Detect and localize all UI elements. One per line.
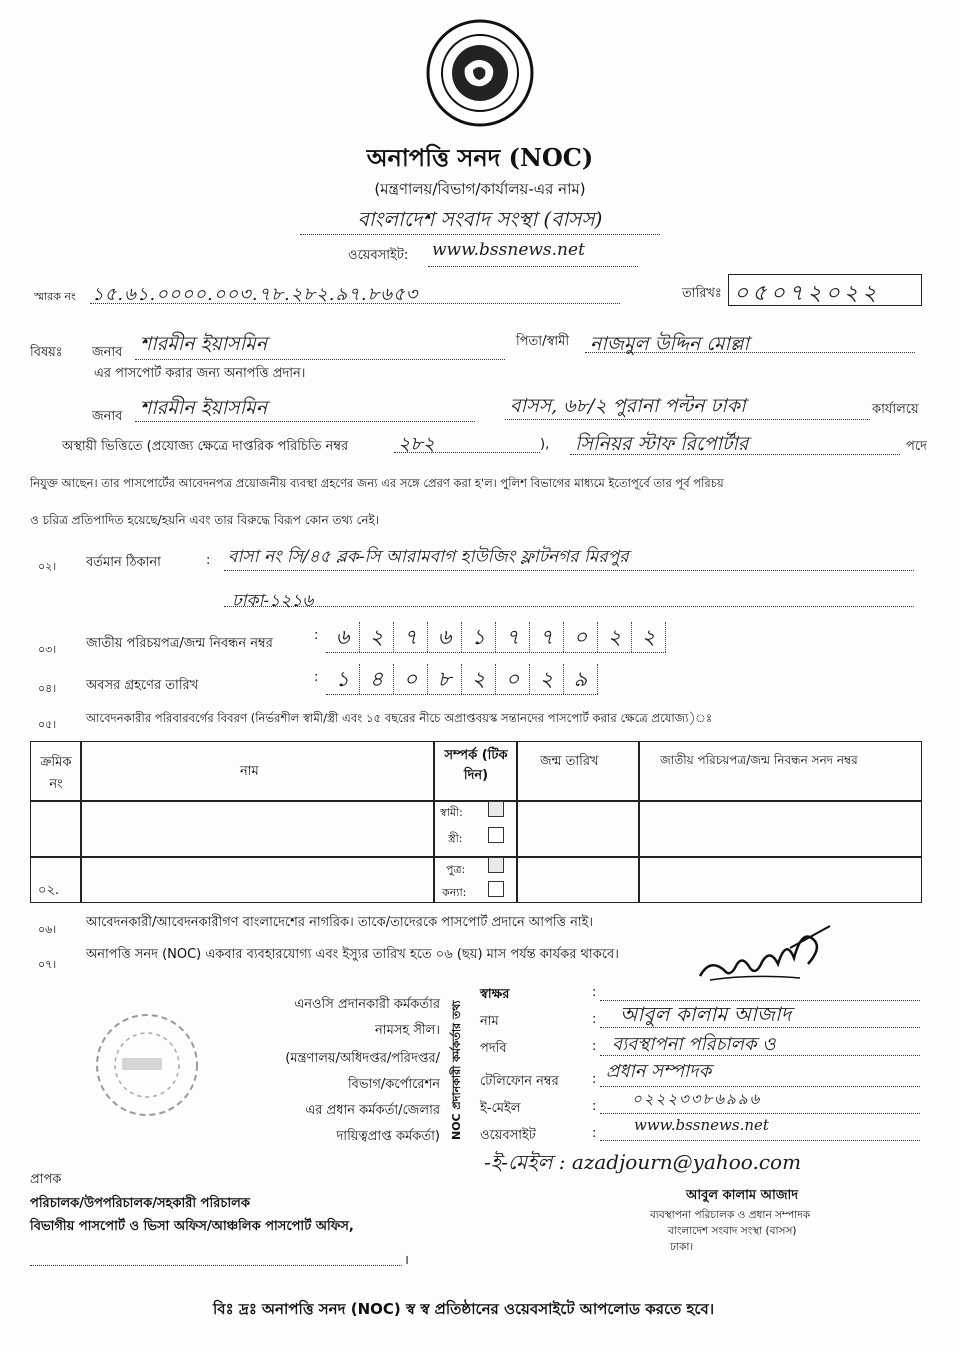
father-label: পিতা/স্বামী: [516, 334, 570, 349]
colon-text: :: [592, 985, 597, 1000]
colon-text: :: [592, 1012, 597, 1027]
digit-box: ৬: [326, 622, 360, 652]
issuer-line: নামসহ সীল।: [375, 1023, 440, 1038]
table-header-relation: সম্পর্ক (টিক দিন): [444, 748, 508, 783]
item-04-number: ০৪।: [38, 682, 57, 695]
designation-label: পদবি: [480, 1041, 507, 1056]
officer-phone: ০২২২৩৩৮৬৯৯৬: [632, 1090, 762, 1108]
address-line-2: ঢাকা-১২১৬: [232, 591, 314, 611]
colon-text: :: [592, 1039, 597, 1054]
digit-box: ০: [394, 664, 428, 694]
applicant-name: শারমীন ইয়াসমিন: [140, 333, 268, 355]
stamp-name: আবুল কালাম আজাদ: [686, 1188, 799, 1203]
office-address: বাসস, ৬৮/২ পুরানা পল্টন ঢাকা: [510, 395, 746, 417]
subject-label: বিষয়ঃ: [30, 345, 63, 360]
date-label: তারিখঃ: [682, 286, 722, 301]
officer-designation-2: প্রধান সম্পাদক: [606, 1061, 712, 1082]
table-header-serial: ক্রমিক নং: [40, 755, 72, 792]
recipient-line-2: বিভাগীয় পাসপোর্ট ও ভিসা অফিস/আঞ্চলিক পাসপোর্ট অফিস,: [30, 1219, 354, 1234]
relation-daughter-checkbox[interactable]: [488, 881, 504, 897]
temporary-basis-text: অস্থায়ী ভিত্তিতে (প্রযোজ্য ক্ষেত্রে দাপ্তরিক পরিচিতি নম্বর: [62, 439, 349, 454]
organization-name: বাংলাদেশ সংবাদ সংস্থা (বাসস): [357, 207, 603, 231]
digit-box: ০: [496, 664, 530, 694]
item-03-number: ০৩।: [38, 643, 57, 656]
digit-box: ২: [360, 622, 394, 652]
item-04-label: অবসর গ্রহণের তারিখ: [86, 678, 199, 693]
address-line-1: বাসা নং সি/৪৫ ব্লক-সি আরামবাগ হাউজিং ফ্লাটনগর মিরপুর: [228, 547, 629, 567]
relation-wife-checkbox[interactable]: [488, 827, 504, 843]
memo-label: স্মারক নং: [34, 290, 76, 303]
janab-label: জনাব: [92, 345, 123, 360]
officer-name: আবুল কালাম আজাদ: [620, 1002, 792, 1026]
item-02-number: ০২।: [38, 560, 57, 573]
digit-box: ০: [564, 622, 598, 652]
relation-son-label: পুত্র:: [446, 863, 466, 876]
comma-text: ),: [540, 437, 550, 452]
item-05-number: ০৫।: [38, 718, 57, 731]
issuer-line: এর প্রধান কর্মকর্তা/জেলার: [305, 1103, 440, 1118]
stamp-line-2: ব্যবস্থাপনা পরিচালক ও প্রধান সম্পাদক: [650, 1209, 811, 1221]
relation-wife-label: স্ত্রী:: [448, 832, 463, 845]
officer-email: -ই-মেইল : azadjourn@yahoo.com: [484, 1150, 802, 1174]
item-07-number: ০৭।: [38, 958, 57, 971]
item-02-label: বর্তমান ঠিকানা: [86, 555, 161, 570]
digit-box: ৭: [394, 622, 428, 652]
item-05-label: আবেদনকারীর পরিবারবর্গের বিবরণ (নির্ভরশীল স্বামী/স্ত্রী এবং ১৫ বছরের নীচে অপ্রাপ্তবয়স্ক সন্তানদের পাসপোর্ট করার ক্ষেত্রে প্রযোজ্য)ঃ: [86, 711, 713, 725]
digit-box: ৭: [530, 622, 564, 652]
relation-husband-checkbox[interactable]: [488, 801, 504, 817]
government-seal-icon: [425, 18, 535, 128]
digit-box: ৪: [360, 664, 394, 694]
relation-daughter-label: কন্যা:: [442, 886, 467, 899]
table-header-name: নাম: [240, 764, 259, 779]
digit-box: ১: [326, 664, 360, 694]
colon-text: :: [314, 670, 319, 685]
issuer-line: এনওসি প্রদানকারী কর্মকর্তার: [294, 997, 440, 1012]
page-subtitle: (মন্ত্রণালয়/বিভাগ/কার্যালয়-এর নাম): [374, 180, 586, 198]
digit-box: ২: [530, 664, 564, 694]
item-06-number: ০৬।: [38, 923, 57, 936]
issuer-line: (মন্ত্রণালয়/অধিদপ্তর/পরিদপ্তর/: [285, 1051, 440, 1066]
digit-box: ৮: [428, 664, 462, 694]
name-label: নাম: [480, 1014, 499, 1029]
issuer-line: বিভাগ/কর্পোরেশন: [347, 1077, 440, 1092]
digit-box: ১: [462, 622, 496, 652]
issuer-line: দায়িত্বপ্রাপ্ত কর্মকর্তা): [336, 1129, 440, 1144]
row-2-serial: ০২.: [38, 883, 60, 898]
website-value: www.bssnews.net: [432, 240, 585, 260]
page-title: অনাপত্তি সনদ (NOC): [366, 143, 594, 172]
item-03-label: জাতীয় পরিচয়পত্র/জন্ম নিবন্ধন নম্বর: [86, 636, 273, 651]
relation-husband-label: স্বামী:: [440, 806, 463, 819]
date-value: ০৫০৭২০২২: [734, 281, 881, 306]
email-label: ই-মেইল: [480, 1101, 521, 1116]
paragraph-line-2: ও চরিত্র প্রতিপাদিত হয়েছে/হয়নি এবং তার বিরুদ্ধে বিরূপ কোন তথ্য নেই।: [30, 513, 380, 527]
officer-website: www.bssnews.net: [634, 1116, 769, 1134]
subject-text: এর পাসপোর্ট করার জন্য অনাপত্তি প্রদান।: [94, 366, 306, 381]
office-label: কার্যালয়ে: [872, 402, 919, 417]
digit-box: ২: [598, 622, 632, 652]
digit-box: ৭: [496, 622, 530, 652]
item-07-text: অনাপত্তি সনদ (NOC) একবার ব্যবহারযোগ্য এবং ইস্যুর তারিখ হতে ০৬ (ছয়) মাস পর্যন্ত কার্যকর থাকবে।: [86, 947, 619, 962]
stamp-line-3: বাংলাদেশ সংবাদ সংস্থা (বাসস): [668, 1225, 797, 1237]
relation-son-checkbox[interactable]: [488, 857, 504, 873]
website-label: ওয়েবসাইট:: [348, 248, 409, 263]
footer-note: বিঃ দ্রঃ অনাপত্তি সনদ (NOC) স্ব স্ব প্রতিষ্ঠানের ওয়েবসাইটে আপলোড করতে হবে।: [213, 1300, 715, 1318]
officer-designation-1: ব্যবস্থাপনা পরিচালক ও: [612, 1034, 776, 1055]
office-stamp-image: [92, 1010, 202, 1120]
recipient-line-1: পরিচালক/উপপরিচালক/সহকারী পরিচালক: [30, 1196, 250, 1211]
signature-image: [690, 918, 840, 990]
post-title: সিনিয়র স্টাফ রিপোর্টার: [575, 433, 749, 455]
signature-label: স্বাক্ষর: [480, 987, 510, 1002]
colon-text: :: [592, 1072, 597, 1087]
vertical-officer-info-label: NOC প্রদানকারী কর্মকর্তার তথ্য: [450, 1000, 463, 1140]
period-text: ।: [404, 1253, 409, 1268]
official-id-number: ২৮২: [398, 433, 436, 455]
stamp-line-4: ঢাকা।: [670, 1241, 694, 1253]
colon-text: :: [592, 1099, 597, 1114]
digit-box: ২: [462, 664, 496, 694]
colon-text: :: [592, 1126, 597, 1141]
digit-box: ৬: [428, 622, 462, 652]
item-06-text: আবেদনকারী/আবেদনকারীগণ বাংলাদেশের নাগরিক। তাকে/তাদেরকে পাসপোর্ট প্রদানে আপত্তি নাই।: [86, 915, 594, 930]
phone-label: টেলিফোন নম্বর: [480, 1074, 559, 1089]
janab2-label: জনাব: [92, 409, 123, 424]
memo-number: ১৫.৬১.০০০০.০০৩.৭৮.২৮২.৯৭.৮৬৫৩: [92, 284, 419, 305]
digit-box: ২: [632, 622, 666, 652]
applicant-name-2: শারমীন ইয়াসমিন: [140, 397, 268, 419]
colon-text: :: [314, 628, 319, 643]
website-label-2: ওয়েবসাইট: [480, 1128, 536, 1143]
colon-text: :: [206, 553, 211, 568]
table-header-dob: জন্ম তারিখ: [540, 754, 599, 769]
table-header-nid: জাতীয় পরিচয়পত্র/জন্ম নিবন্ধন সনদ নম্বর: [660, 753, 858, 767]
post-label: পদে: [906, 439, 927, 454]
father-name: নাজমুল উদ্দিন মোল্লা: [590, 333, 750, 355]
paragraph-line-1: নিযুক্ত আছেন। তার পাসপোর্টের আবেদনপত্র প্রয়োজনীয় ব্যবস্থা গ্রহণের জন্য এর সঙ্গে প্রেরণ করা হ'ল। পুলিশ বিভাগের মাধ্যমে ইতোপূর্বে তার পূর্ব পরিচয়: [30, 476, 724, 490]
recipient-label: প্রাপক: [30, 1172, 62, 1187]
digit-box: ৯: [564, 664, 598, 694]
